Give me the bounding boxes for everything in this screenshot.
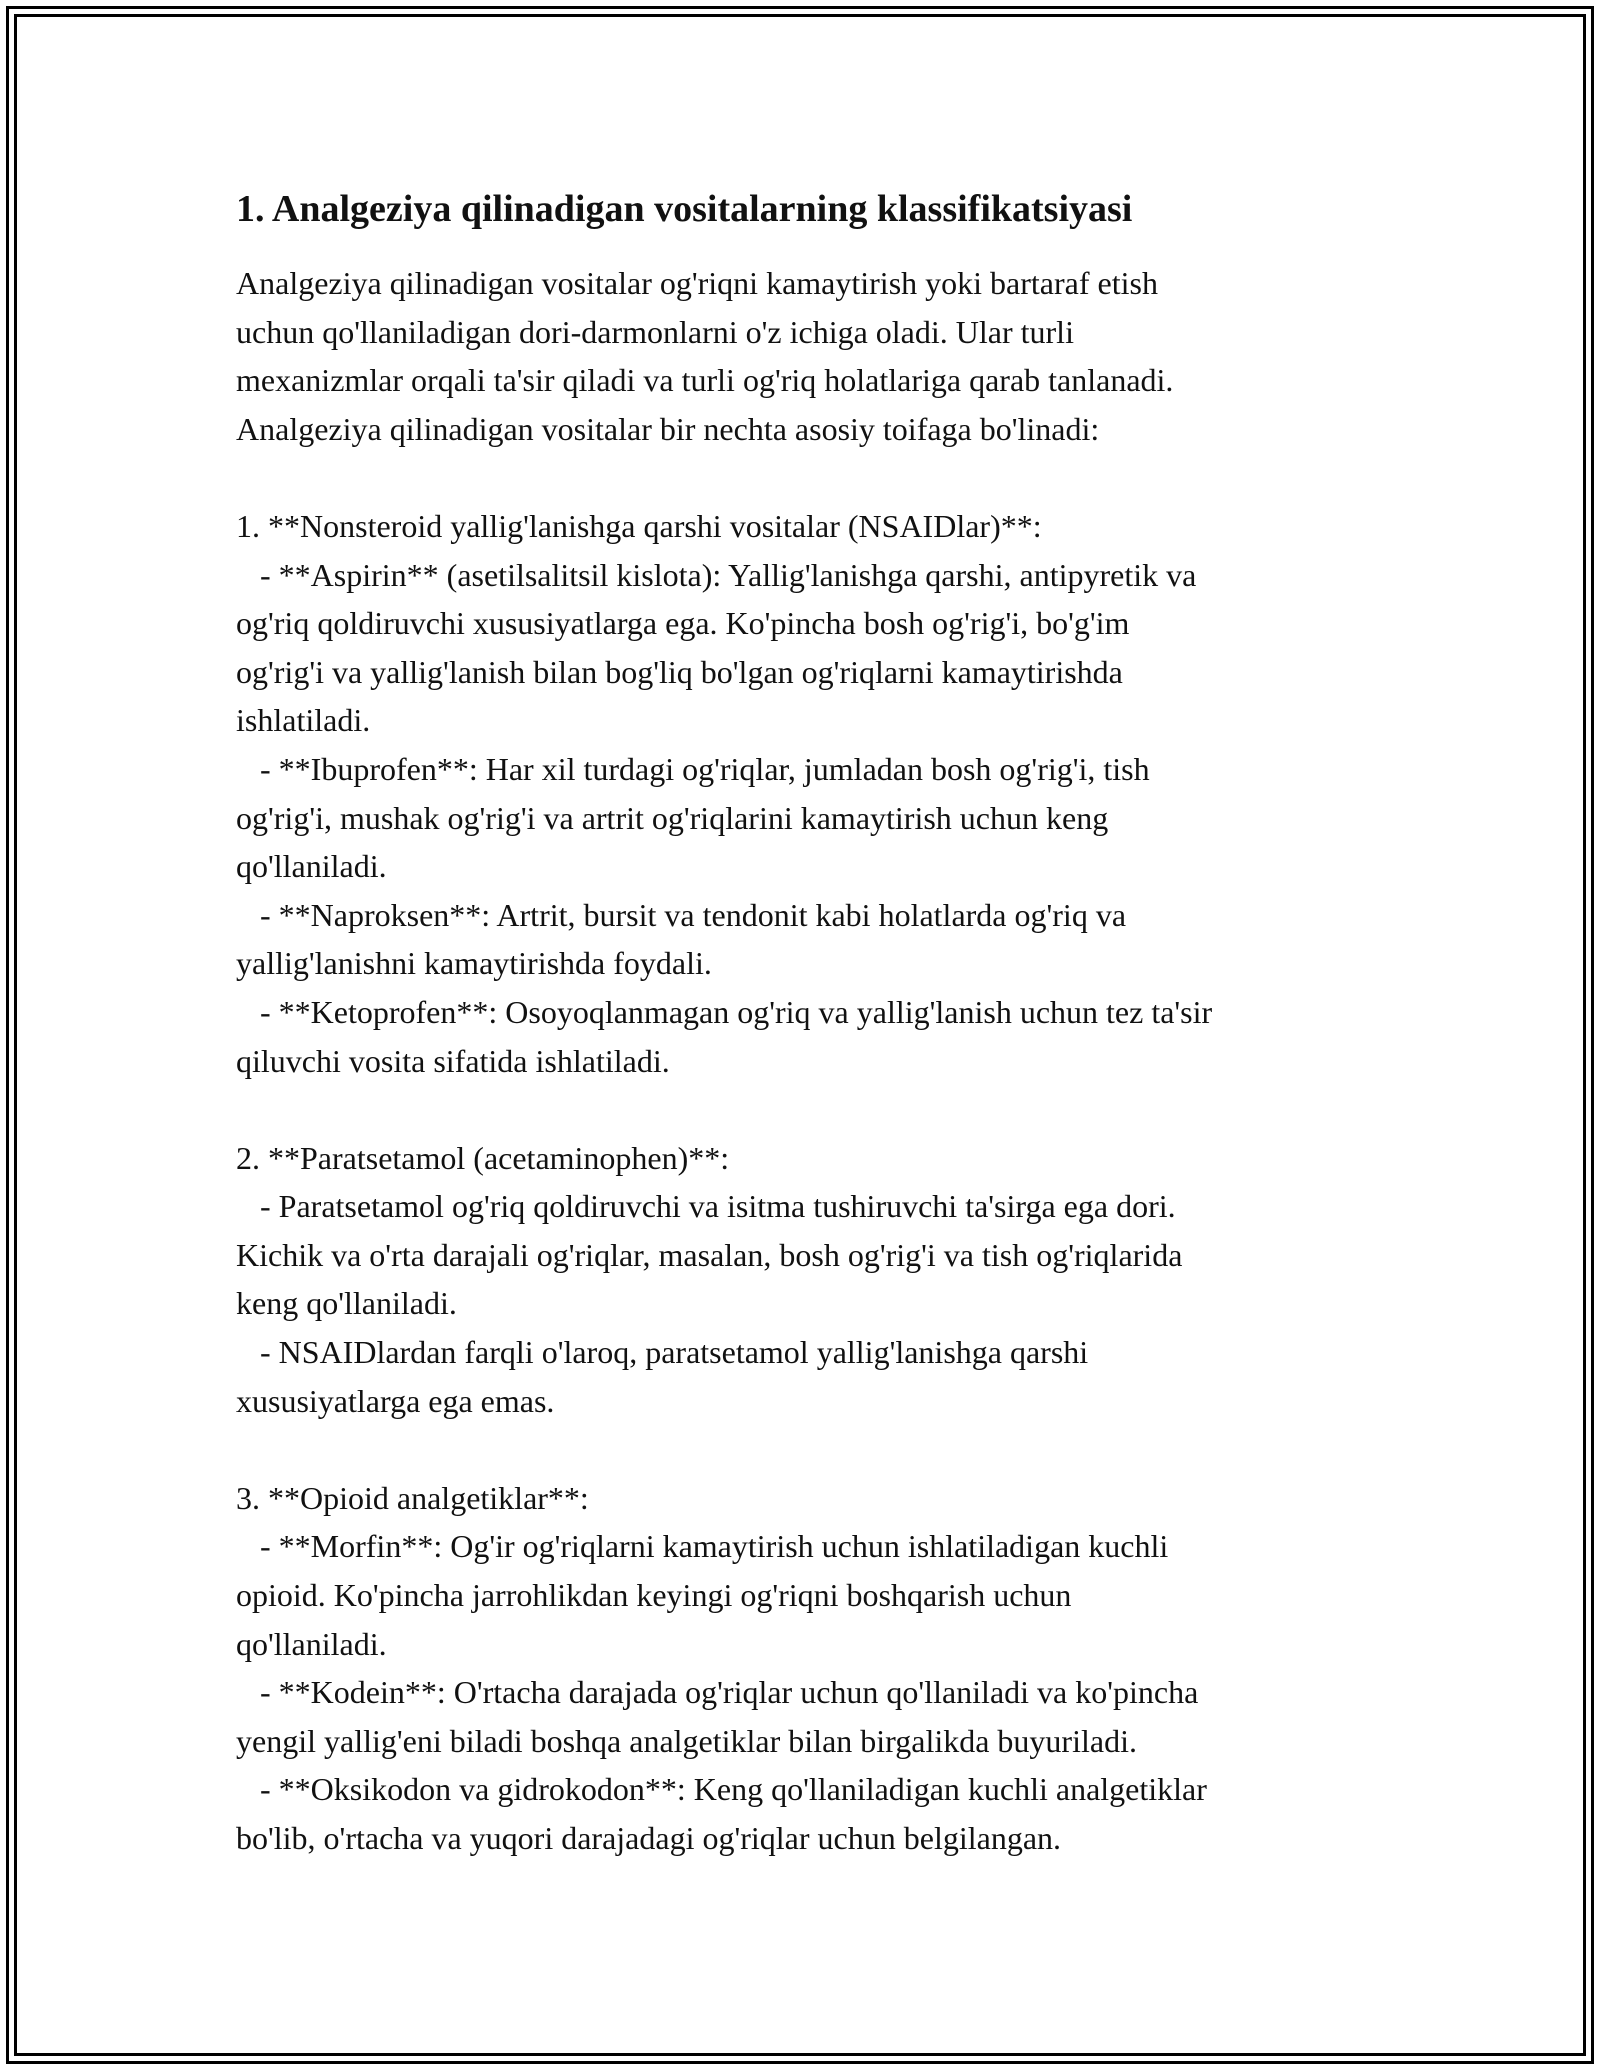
document-content [236,183,1366,1863]
document-title: 1. Analgeziya qilinadigan vositalarning klassifikatsiyasi [236,188,1133,230]
document-body: Analgeziya qilinadigan vositalar og'riqni kamaytirish yoki bartaraf etish uchun qo'llaniladigan dori-darmonlarni o'z ichiga oladi. Ular turli mexanizmlar orqali ta'sir qiladi va turli og'riq holatlariga qarab tanlanadi. Analgeziya qilinadigan vositalar bir nechta asosiy toifaga bo'linadi: 1. **Nonsteroid yallig'lanishga qarshi vositalar (NSAIDlar)**: - **Aspirin** (asetilsalitsil kislota): Yallig'lanishga qarshi, antipyretik va og'riq qoldiruvchi xususiyatlarga ega. Ko'pincha bosh og'rig'i, bo'g'im og'rig'i va yallig'lanish bilan bog'liq bo'lgan og'riqlarni kamaytirishda ishlatiladi. - **Ibuprofen**: Har xil turdagi og'riqlar, jumladan bosh og'rig'i, tish og'rig'i, mushak og'rig'i va artrit og'riqlarini kamaytirish uchun keng qo'llaniladi. - **Naproksen**: Artrit, bursit va tendonit kabi holatlarda og'riq va yallig'lanishni kamaytirishda foydali. - **Ketoprofen**: Osoyoqlanmagan og'riq va yallig'lanish uchun tez ta'sir qiluvchi vosita sifatida ishlatiladi. 2. **Paratsetamol (acetaminophen)**: - Paratsetamol og'riq qoldiruvchi va isitma tushiruvchi ta'sirga ega dori. Kichik va o'rta darajali og'riqlar, masalan, bosh og'rig'i va tish og'riqlarida keng qo'llaniladi. - NSAIDlardan farqli o'laroq, paratsetamol yallig'lanishga qarshi xususiyatlarga ega emas. 3. **Opioid analgetiklar**: - **Morfin**: Og'ir og'riqlarni kamaytirish uchun ishlatiladigan kuchli opioid. Ko'pincha jarrohlikdan keyingi og'riqni boshqarish uchun qo'llaniladi. - **Kodein**: O'rtacha darajada og'riqlar uchun qo'llaniladi va ko'pincha yengil yallig'eni biladi boshqa analgetiklar bilan birgalikda buyuriladi. - **Oksikodon va gidrokodon**: Keng qo'llaniladigan kuchli analgetiklar bo'lib, o'rtacha va yuqori darajadagi og'riqlar uchun belgilangan. [236,265,1213,1856]
